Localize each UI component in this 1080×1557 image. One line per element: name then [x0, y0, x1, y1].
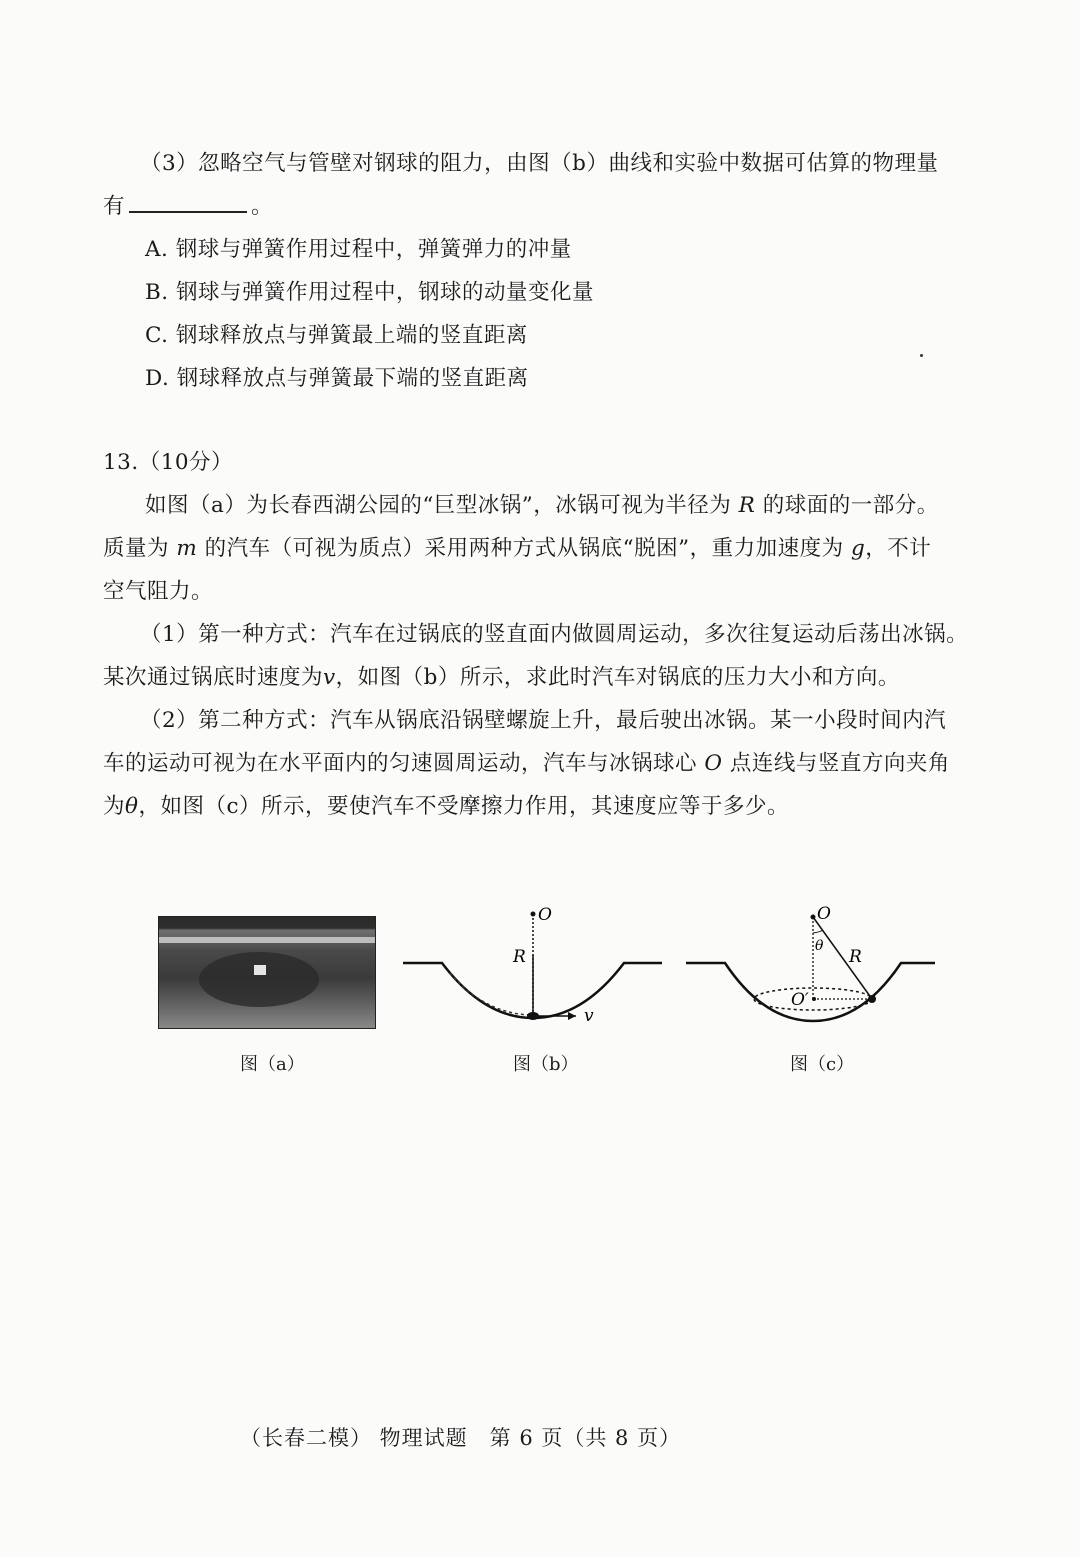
photo-bowl	[199, 952, 319, 1007]
q13-part2-line3	[103, 789, 789, 820]
text-seg: 为	[103, 794, 126, 819]
var-m: m	[176, 536, 198, 561]
car-point	[527, 1012, 539, 1020]
figure-c-diagram	[683, 895, 943, 1035]
label-O-prime: O′	[791, 990, 809, 1010]
var-g: g	[850, 536, 866, 561]
q13-intro-line2	[103, 531, 931, 562]
label-R: R	[849, 947, 862, 967]
label-O: O	[538, 905, 552, 925]
text-seg: 的球面的一部分。	[762, 493, 939, 518]
radius-line	[813, 917, 872, 999]
figure-a-photo	[158, 916, 376, 1029]
option-c: C. 钢球释放点与弹簧最上端的竖直距离	[145, 323, 528, 348]
photo-highlight	[254, 965, 266, 975]
center-point-O	[811, 915, 816, 920]
q13-intro-line3: 空气阻力。	[103, 579, 214, 604]
q12-suffix: 。	[251, 194, 274, 219]
text-seg: 某次通过锅底时速度为	[103, 665, 324, 690]
label-theta: θ	[815, 938, 824, 954]
q12-part3-line2	[103, 189, 273, 220]
figure-a-caption: 图（a）	[240, 1054, 305, 1075]
text-seg: 如图（a）为长春西湖公园的“巨型冰锅”，冰锅可视为半径为	[145, 493, 732, 518]
label-v: v	[584, 1006, 594, 1026]
answer-blank	[129, 195, 247, 213]
var-v: v	[323, 665, 336, 690]
photo-horizon	[159, 937, 375, 943]
q12-prefix: 有	[103, 194, 126, 219]
angle-arc	[813, 930, 823, 933]
option-d: D. 钢球释放点与弹簧最下端的竖直距离	[145, 366, 529, 391]
figure-c-caption: 图（c）	[790, 1054, 855, 1075]
figure-b-diagram	[400, 895, 670, 1035]
bowl-profile	[686, 963, 935, 1021]
option-a: A. 钢球与弹簧作用过程中，弹簧弹力的冲量	[145, 237, 572, 262]
q12-part3-line1: （3）忽略空气与管壁对钢球的阻力，由图（b）曲线和实验中数据可估算的物理量	[140, 151, 939, 176]
text-seg: ，如图（c）所示，要使汽车不受摩擦力作用，其速度应等于多少。	[138, 794, 790, 819]
label-O: O	[817, 904, 831, 924]
velocity-arrowhead	[568, 1012, 576, 1020]
text-seg: ，如图（b）所示，求此时汽车对锅底的压力大小和方向。	[335, 665, 900, 690]
center-point-O	[531, 912, 536, 917]
option-b: B. 钢球与弹簧作用过程中，钢球的动量变化量	[145, 280, 594, 305]
q13-part1-line2	[103, 660, 900, 691]
figure-b-caption: 图（b）	[513, 1054, 579, 1075]
text-seg: 质量为	[103, 536, 170, 561]
label-R: R	[513, 947, 526, 967]
text-seg: 车的运动可视为在水平面内的匀速圆周运动，汽车与冰锅球心	[103, 751, 698, 776]
q13-part1-line1: （1）第一种方式：汽车在过锅底的竖直面内做圆周运动，多次往复运动后荡出冰锅。	[140, 622, 969, 647]
text-seg: 的汽车（可视为质点）采用两种方式从锅底“脱困”，重力加速度为	[204, 536, 844, 561]
q13-header: 13.（10分）	[103, 450, 234, 475]
page-footer: （长春二模） 物理试题 第 6 页（共 8 页）	[240, 1426, 682, 1450]
q13-part2-line2	[103, 746, 950, 777]
text-seg: 点连线与竖直方向夹角	[729, 751, 950, 776]
var-O: O	[704, 751, 723, 776]
q13-part2-line1: （2）第二种方式：汽车从锅底沿锅壁螺旋上升，最后驶出冰锅。某一小段时间内汽	[140, 708, 947, 733]
car-point	[868, 995, 876, 1003]
var-R: R	[738, 493, 756, 518]
q13-intro-line1	[145, 488, 939, 519]
var-theta: θ	[125, 794, 139, 819]
stray-mark	[920, 354, 923, 357]
center-point-O-prime	[812, 997, 816, 1001]
text-seg: ，不计	[865, 536, 932, 561]
